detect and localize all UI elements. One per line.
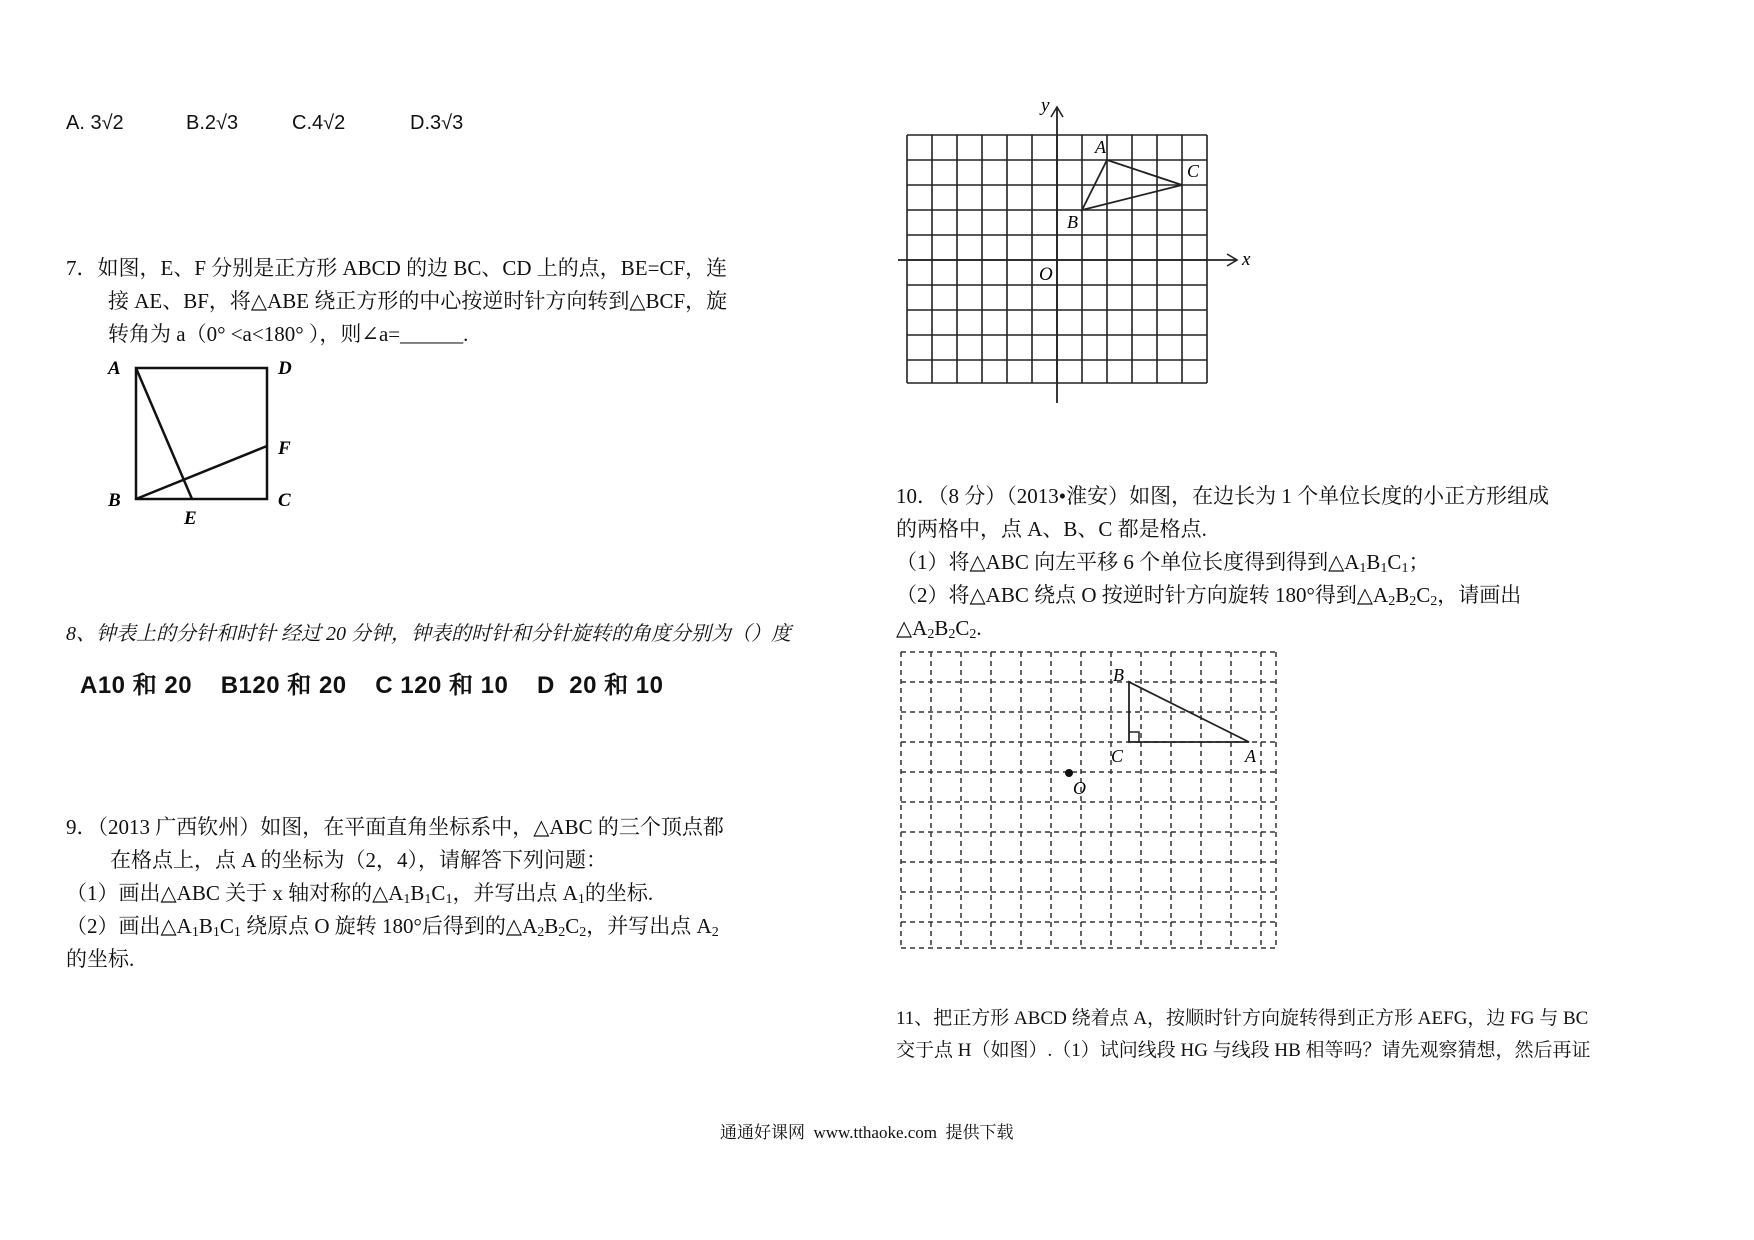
point-o-label-q10: O [1073,778,1086,798]
q11-line-2: 交于点 H（如图）.（1）试问线段 HG 与线段 HB 相等吗？请先观察猜想，然后再证 [896,1040,1591,1061]
q9-line-3-a: （1）画出△ABC 关于 x 轴对称的△A [66,881,404,905]
q10-line-4-a: （2）将△ABC 绕点 O 按逆时针方向旋转 180°得到△A [896,583,1389,607]
point-a-label: A [1095,137,1106,157]
q6-option-b: B.2√3 [186,112,239,134]
right-angle-mark [1129,732,1139,742]
label-a: A [108,358,121,379]
q9-line-1: 9．（2013 广西钦州）如图，在平面直角坐标系中，△ABC 的三个顶点都 [66,815,724,839]
label-b: B [108,490,121,511]
q9-line-4-c: ，并写出点 A [586,914,712,938]
point-b-label-q10: B [1113,665,1124,685]
point-c-label: C [1187,161,1200,181]
q7-line-1: 7．如图，E、F 分别是正方形 ABCD 的边 BC、CD 上的点，BE=CF，连 [66,256,728,280]
q10-line-2: 的两格中，点 A、B、C 都是格点. [896,517,1207,541]
q9-line-2: 在格点上，点 A 的坐标为（2，4），请解答下列问题： [110,848,608,872]
q10-line-5-a: △A [896,616,928,640]
square-abcd [136,368,267,499]
q7-line-2: 接 AE、BF，将△ABE 绕正方形的中心按逆时针方向转到△BCF，旋 [108,289,728,313]
q10-line-1: 10．（8 分）（2013•淮安）如图，在边长为 1 个单位长度的小正方形组成 [896,484,1550,508]
q9-line-4-a: （2）画出△A [66,914,192,938]
label-f: F [278,438,291,459]
point-b-label: B [1067,212,1078,232]
q7-square-figure [100,350,320,530]
point-c-label-q10: C [1111,746,1124,766]
point-o [1065,769,1073,777]
q10-line-4: （2）将△ABC 绕点 O 按逆时针方向旋转 180°得到$\triangle A_2B_2C_2$，请画出 [896,583,1522,609]
q10-dashed-grid [895,650,1295,960]
q10-line-3-b: ； [1408,550,1430,574]
q10-line-4-b: ，请画出 [1437,583,1522,607]
footer-source: 通通好课网 www.tthaoke.com 提供下载 [720,1123,1014,1142]
q6-option-a: A. 3√2 [66,112,124,134]
q8-question: 8、钟表上的分针和时针 经过 20 分钟，钟表的时针和分针旋转的角度分别为（）度 [66,623,791,645]
q9-line-3: （1）画出△ABC 关于 x 轴对称的$\triangle A_1B_1C_1$，并写出点 $A_1$的坐标. [66,881,654,907]
y-axis-label: y [1041,95,1050,116]
q6-option-d: D.3√3 [410,112,464,134]
q10-line-3-a: （1）将△ABC 向左平移 6 个单位长度得到得到△A [896,550,1360,574]
label-e: E [184,508,197,529]
x-axis-label: x [1242,249,1251,270]
label-c: C [278,490,291,511]
q9-line-5: 的坐标. [66,947,135,971]
q9-line-4-b: 绕原点 O 旋转 180°后得到的△A [246,914,538,938]
segment-bf [136,446,267,499]
q9-line-3-c: 的坐标. [584,881,654,905]
q9-line-4: （2）画出$\triangle A_1B_1C_1$ 绕原点 O 旋转 180°后得到的$\triangle A_2B_2C_2$，并写出点 $A_2$ [66,914,719,940]
q8-options: A10 和 20 B120 和 20 C 120 和 10 D 20 和 10 [80,672,664,699]
origin-label: O [1039,264,1053,285]
q10-grid-lines [901,652,1276,948]
q11-line-1: 11、把正方形 ABCD 绕着点 A，按顺时针方向旋转得到正方形 AEFG，边 FG 与 BC [896,1008,1589,1029]
q10-line-5: $\triangle A_2B_2C_2$. [896,616,982,642]
q7-line-3: 转角为 a（0° <a<180° ），则∠a=______. [108,322,469,346]
q10-line-3: （1）将△ABC 向左平移 6 个单位长度得到得到$\triangle A_1B_1C_1$； [896,550,1430,576]
label-d: D [278,358,292,379]
point-a-label-q10: A [1245,746,1256,766]
q6-option-c: C.4√2 [292,112,346,134]
q9-coordinate-grid [895,95,1275,405]
q9-line-3-b: ，并写出点 A [452,881,578,905]
